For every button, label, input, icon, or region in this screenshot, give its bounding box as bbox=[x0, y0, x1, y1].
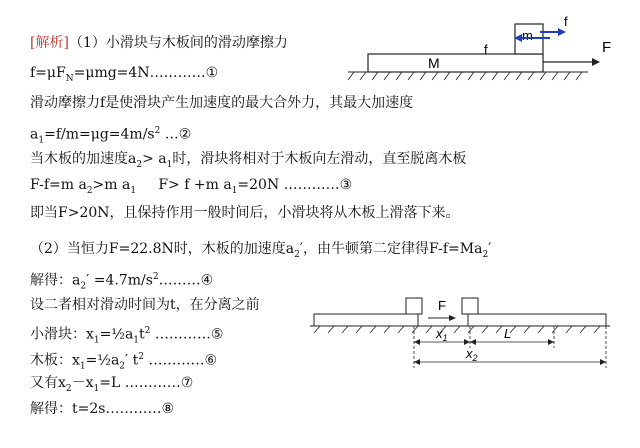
analysis-tag: [解析] bbox=[30, 35, 69, 51]
ground-hatching-2 bbox=[314, 326, 600, 333]
diagram-block-on-board bbox=[340, 10, 640, 85]
slider-equation: 小滑块：$x_1=\frac{1}{2}a_1t^2$ …………⑤ bbox=[30, 326, 224, 346]
initial-block bbox=[406, 298, 422, 314]
x2-label: $x_2$ bbox=[466, 346, 478, 363]
final-board bbox=[468, 314, 606, 326]
equation-2: $a_1=f/m=\mu g=4m/s^2$ …② bbox=[30, 126, 192, 146]
part1-intro: （1）小滑块与木板间的滑动摩擦力 bbox=[68, 35, 288, 51]
solution-2: 解得：t=2s…………⑧ bbox=[30, 401, 174, 417]
part2-intro: （2）当恒力F=22.8N时，木板的加速度$a_2'$，由牛顿第二定律得$F-f=Ma_2'$ bbox=[30, 241, 492, 260]
part1-intro-line bbox=[30, 34, 288, 52]
part1-text-3: 当木板的加速度$a_2> a_1$时，滑块将相对于木板向左滑动，直至脱离木板 bbox=[30, 151, 467, 170]
final-block bbox=[462, 298, 478, 314]
force-arrow-head-2 bbox=[449, 315, 456, 321]
equation-1: $f=\mu F_N=\mu mg=4N\dots\dots\dots\dots ①$ bbox=[30, 65, 219, 84]
force-arrow-head bbox=[592, 58, 600, 66]
board-label: M bbox=[428, 55, 440, 71]
x1-label: $x_1$ bbox=[436, 326, 448, 343]
friction-up-label: f bbox=[564, 14, 568, 29]
solution-1: 解得：$a_2'$ $=4.7m/s^2\dots\dots\dots ④$ bbox=[30, 272, 214, 292]
board-rect bbox=[368, 54, 543, 72]
part1-text-4: 即当F>20N，且保持作用一般时间后，小滑块将从木板上滑落下来。 bbox=[30, 205, 460, 221]
board-equation: 木板：$x_1=\frac{1}{2}a_2'$ $t^2$ …………⑥ bbox=[30, 352, 218, 372]
equation-3: F-f=m $a_2>m$ $a_1$ F> f +m $a_1=20N$ …………③ bbox=[30, 177, 353, 196]
friction-arrow-right-head bbox=[558, 28, 566, 36]
force-label: F bbox=[602, 39, 612, 56]
ground-hatching bbox=[348, 72, 582, 80]
initial-board bbox=[314, 314, 418, 326]
block-label: m bbox=[522, 28, 533, 43]
part2-setup: 设二者相对滑动时间为t，在分离之前 bbox=[30, 297, 260, 313]
diagram-displacement bbox=[300, 290, 630, 380]
length-label: L bbox=[504, 326, 512, 341]
friction-left-label: f bbox=[484, 42, 488, 57]
force-label-2: F bbox=[438, 298, 446, 313]
part1-text-2: 滑动摩擦力f是使滑块产生加速度的最大合外力，其最大加速度 bbox=[30, 95, 414, 111]
relation-equation: 又有$x_2-x_1=L$ …………⑦ bbox=[30, 375, 194, 394]
